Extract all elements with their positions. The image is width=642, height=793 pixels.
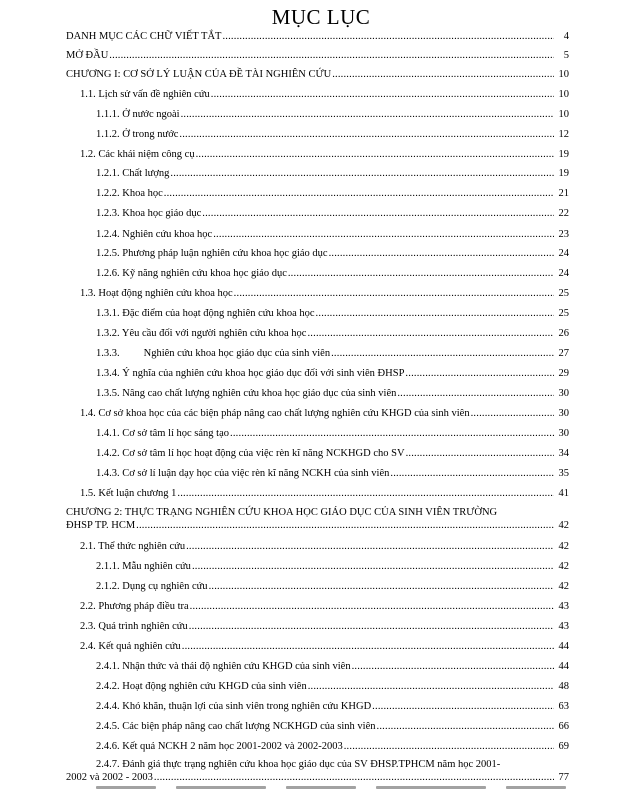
dot-leader bbox=[209, 577, 554, 597]
dot-leader bbox=[329, 244, 554, 264]
dot-leader bbox=[213, 225, 554, 245]
dot-leader bbox=[405, 364, 554, 384]
toc-entry-label: 1.3.1. Đặc điểm của hoạt động nghiên cứu khoa học bbox=[96, 308, 315, 319]
toc-entry-label: 1.3.4. Ý nghĩa của nghiên cứu khoa học giáo dục đối với sinh viên ĐHSP bbox=[96, 368, 405, 379]
dot-leader bbox=[181, 105, 554, 125]
toc-page-number: 43 bbox=[558, 621, 569, 632]
toc-entry[interactable] bbox=[0, 657, 642, 677]
toc-entry-label: 1.3.3. bbox=[96, 348, 120, 359]
toc-entry[interactable] bbox=[0, 464, 642, 484]
toc-entry[interactable] bbox=[0, 105, 642, 125]
toc-entry[interactable] bbox=[0, 46, 642, 66]
toc-entry[interactable] bbox=[0, 304, 642, 324]
toc-entry[interactable] bbox=[0, 284, 642, 304]
toc-entry-label-cont: ĐHSP TP. HCM bbox=[66, 520, 136, 531]
toc-page-number: 19 bbox=[558, 168, 569, 179]
toc-entry[interactable] bbox=[0, 557, 642, 577]
dot-leader bbox=[211, 85, 554, 105]
toc-entry[interactable] bbox=[0, 697, 642, 717]
cut-off-next-line bbox=[66, 786, 586, 793]
toc-page-number: 77 bbox=[558, 772, 569, 783]
page-title: MỤC LỤC bbox=[271, 5, 371, 29]
toc-entry[interactable] bbox=[0, 244, 642, 264]
toc-page-number: 43 bbox=[558, 601, 569, 612]
toc-entry[interactable] bbox=[0, 404, 642, 424]
toc-entry-label: 1.1. Lịch sử vấn đề nghiên cứu bbox=[80, 89, 210, 100]
dot-leader bbox=[234, 284, 554, 304]
toc-entry-label: 1.2.1. Chất lượng bbox=[96, 168, 170, 179]
dot-leader bbox=[331, 344, 554, 364]
toc-entry-label: 2.4.6. Kết quả NCKH 2 năm học 2001-2002 và 2002-2003 bbox=[96, 741, 343, 752]
toc-entry-label: 1.4.3. Cơ sở lí luận dạy học của việc rèn kĩ năng NCKH của sinh viên bbox=[96, 468, 390, 479]
toc-entry-label: 1.1.1. Ở nước ngoài bbox=[96, 109, 180, 120]
toc-page-number: 69 bbox=[558, 741, 569, 752]
toc-entry[interactable] bbox=[0, 768, 642, 788]
toc-entry[interactable] bbox=[0, 225, 642, 245]
toc-page-number: 29 bbox=[558, 368, 569, 379]
dot-leader bbox=[192, 557, 554, 577]
toc-entry-label: 1.2.4. Nghiên cứu khoa học bbox=[96, 229, 213, 240]
toc-entry-label: Nghiên cứu khoa học giáo dục của sinh viên bbox=[143, 348, 331, 359]
dot-leader bbox=[179, 125, 554, 145]
toc-page-number: 66 bbox=[558, 721, 569, 732]
dot-leader bbox=[170, 164, 554, 184]
toc-entry-label[interactable]: 2.4.7. Đánh giá thực trạng nghiên cứu khoa học giáo dục của SV ĐHSP.TPHCM năm học 2001- bbox=[96, 759, 501, 770]
toc-entry-label: 1.4.2. Cơ sở tâm lí học hoạt động của việc rèn kĩ năng NCKHGD cho SV bbox=[96, 448, 405, 459]
toc-page-number: 42 bbox=[558, 541, 569, 552]
dot-leader bbox=[189, 617, 554, 637]
toc-page-number: 19 bbox=[558, 149, 569, 160]
toc-page-number: 4 bbox=[563, 31, 569, 42]
toc-page-number: 26 bbox=[558, 328, 569, 339]
dot-leader bbox=[230, 424, 554, 444]
toc-entry-label: 2.2. Phương pháp điều tra bbox=[80, 601, 189, 612]
toc-page-number: 10 bbox=[558, 69, 569, 80]
dot-leader bbox=[352, 657, 554, 677]
toc-entry[interactable] bbox=[0, 65, 642, 85]
toc-entry[interactable] bbox=[0, 125, 642, 145]
toc-entry-label: 2.3. Quá trình nghiên cứu bbox=[80, 621, 188, 632]
toc-entry[interactable] bbox=[0, 677, 642, 697]
toc-entry[interactable] bbox=[0, 264, 642, 284]
toc-page-number: 10 bbox=[558, 89, 569, 100]
toc-page-number: 41 bbox=[558, 488, 569, 499]
toc-page-number: 44 bbox=[558, 661, 569, 672]
toc-entry[interactable] bbox=[0, 384, 642, 404]
toc-page-number: 27 bbox=[558, 348, 569, 359]
toc-entry-label: 1.2.6. Kỹ năng nghiên cứu khoa học giáo dục bbox=[96, 268, 287, 279]
toc-page-number: 24 bbox=[558, 268, 569, 279]
dot-leader bbox=[406, 444, 554, 464]
dot-leader bbox=[202, 204, 554, 224]
toc-entry[interactable] bbox=[0, 324, 642, 344]
toc-entry[interactable] bbox=[0, 344, 642, 364]
toc-entry-label: 2.1.1. Mẫu nghiên cứu bbox=[96, 561, 191, 572]
dot-leader bbox=[332, 65, 554, 85]
toc-entry-label: 2.4.2. Hoạt động nghiên cứu KHGD của sinh viên bbox=[96, 681, 307, 692]
toc-entry-label: 1.5. Kết luận chương 1 bbox=[80, 488, 177, 499]
toc-page-number: 63 bbox=[558, 701, 569, 712]
dot-leader bbox=[154, 768, 554, 788]
dot-leader bbox=[390, 464, 554, 484]
toc-page-number: 30 bbox=[558, 408, 569, 419]
toc-entry[interactable] bbox=[0, 717, 642, 737]
toc-page-number: 12 bbox=[558, 129, 569, 140]
toc-entry-label: 1.3.2. Yêu cầu đối với người nghiên cứu khoa học bbox=[96, 328, 307, 339]
toc-entry-label: 2.4.1. Nhận thức và thái độ nghiên cứu KHGD của sinh viên bbox=[96, 661, 351, 672]
toc-entry-label: 2.1. Thể thức nghiên cứu bbox=[80, 541, 186, 552]
toc-entry-label: 1.2.5. Phương pháp luận nghiên cứu khoa học giáo dục bbox=[96, 248, 328, 259]
toc-entry[interactable] bbox=[0, 737, 642, 757]
toc-entry[interactable] bbox=[0, 597, 642, 617]
toc-entry[interactable] bbox=[0, 424, 642, 444]
toc-page-number: 25 bbox=[558, 288, 569, 299]
dot-leader bbox=[308, 677, 554, 697]
toc-page-number: 42 bbox=[558, 581, 569, 592]
dot-leader bbox=[316, 304, 554, 324]
toc-page-number: 34 bbox=[558, 448, 569, 459]
toc-entry[interactable] bbox=[0, 85, 642, 105]
dot-leader bbox=[186, 537, 554, 557]
toc-entry-label: 2.4. Kết quả nghiên cứu bbox=[80, 641, 181, 652]
toc-page-number: 35 bbox=[558, 468, 569, 479]
toc-entry-label: 1.4.1. Cơ sở tâm lí học sáng tạo bbox=[96, 428, 230, 439]
toc-entry-label: 1.4. Cơ sở khoa học của các biện pháp nâng cao chất lượng nghiên cứu KHGD của sinh viên bbox=[80, 408, 470, 419]
toc-page-number: 42 bbox=[558, 561, 569, 572]
dot-leader bbox=[377, 717, 554, 737]
toc-entry[interactable] bbox=[0, 577, 642, 597]
toc-entry[interactable] bbox=[0, 617, 642, 637]
toc-page-number: 30 bbox=[558, 388, 569, 399]
toc-page-number: 48 bbox=[558, 681, 569, 692]
dot-leader bbox=[344, 737, 554, 757]
dot-leader bbox=[164, 184, 554, 204]
toc-entry[interactable] bbox=[0, 27, 642, 47]
toc-entry-label: 1.3. Hoạt động nghiên cứu khoa học bbox=[80, 288, 233, 299]
toc-entry[interactable] bbox=[0, 204, 642, 224]
dot-leader bbox=[182, 637, 554, 657]
toc-entry[interactable] bbox=[0, 637, 642, 657]
dot-leader bbox=[288, 264, 554, 284]
toc-entry-label: 1.1.2. Ở trong nước bbox=[96, 129, 179, 140]
toc-page-number: 44 bbox=[558, 641, 569, 652]
dot-leader bbox=[136, 516, 554, 536]
dot-leader bbox=[190, 597, 554, 617]
toc-entry-label: MỞ ĐẦU bbox=[66, 50, 109, 61]
toc-entry-label[interactable]: CHƯƠNG 2: THỰC TRẠNG NGHIÊN CỨU KHOA HỌC GIÁO DỤC CỦA SINH VIÊN TRƯỜNG bbox=[66, 507, 498, 518]
toc-entry[interactable] bbox=[0, 516, 642, 536]
dot-leader bbox=[372, 697, 554, 717]
toc-page-number: 23 bbox=[558, 229, 569, 240]
toc-page-number: 22 bbox=[558, 208, 569, 219]
toc-entry-label: 2.1.2. Dụng cụ nghiên cứu bbox=[96, 581, 208, 592]
toc-entry-label: 1.3.5. Nâng cao chất lượng nghiên cứu khoa học giáo dục của sinh viên bbox=[96, 388, 397, 399]
toc-entry[interactable] bbox=[0, 537, 642, 557]
toc-entry-label: CHƯƠNG I: CƠ SỞ LÝ LUẬN CỦA ĐỀ TÀI NGHIÊN CỨU bbox=[66, 69, 332, 80]
toc-entry-label: DANH MỤC CÁC CHỮ VIẾT TẮT bbox=[66, 31, 222, 42]
toc-page-number: 42 bbox=[558, 520, 569, 531]
dot-leader bbox=[222, 27, 554, 47]
toc-entry-label: 1.2. Các khái niệm công cụ bbox=[80, 149, 195, 160]
toc-page-number: 24 bbox=[558, 248, 569, 259]
toc-entry[interactable] bbox=[0, 444, 642, 464]
dot-leader bbox=[196, 145, 554, 165]
dot-leader bbox=[109, 46, 554, 66]
toc-entry-label: 1.2.2. Khoa học bbox=[96, 188, 163, 199]
toc-entry[interactable] bbox=[0, 484, 642, 504]
toc-entry-label-cont: 2002 và 2002 - 2003 bbox=[66, 772, 153, 783]
toc-entry-label: 1.2.3. Khoa học giáo dục bbox=[96, 208, 202, 219]
toc-entry-label: 2.4.5. Các biện pháp nâng cao chất lượng NCKHGD của sinh viên bbox=[96, 721, 376, 732]
toc-entry[interactable] bbox=[0, 145, 642, 165]
toc-page-number: 25 bbox=[558, 308, 569, 319]
dot-leader bbox=[397, 384, 554, 404]
toc-entry-label: 2.4.4. Khó khăn, thuận lợi của sinh viên trong nghiên cứu KHGD bbox=[96, 701, 372, 712]
toc-entry[interactable] bbox=[0, 164, 642, 184]
dot-leader bbox=[307, 324, 554, 344]
toc-entry[interactable] bbox=[0, 364, 642, 384]
dot-leader bbox=[177, 484, 554, 504]
toc-page-number: 21 bbox=[558, 188, 569, 199]
toc-page-number: 10 bbox=[558, 109, 569, 120]
toc-page-number: 5 bbox=[563, 50, 569, 61]
toc-entry[interactable] bbox=[0, 184, 642, 204]
dot-leader bbox=[471, 404, 554, 424]
toc-page-number: 30 bbox=[558, 428, 569, 439]
